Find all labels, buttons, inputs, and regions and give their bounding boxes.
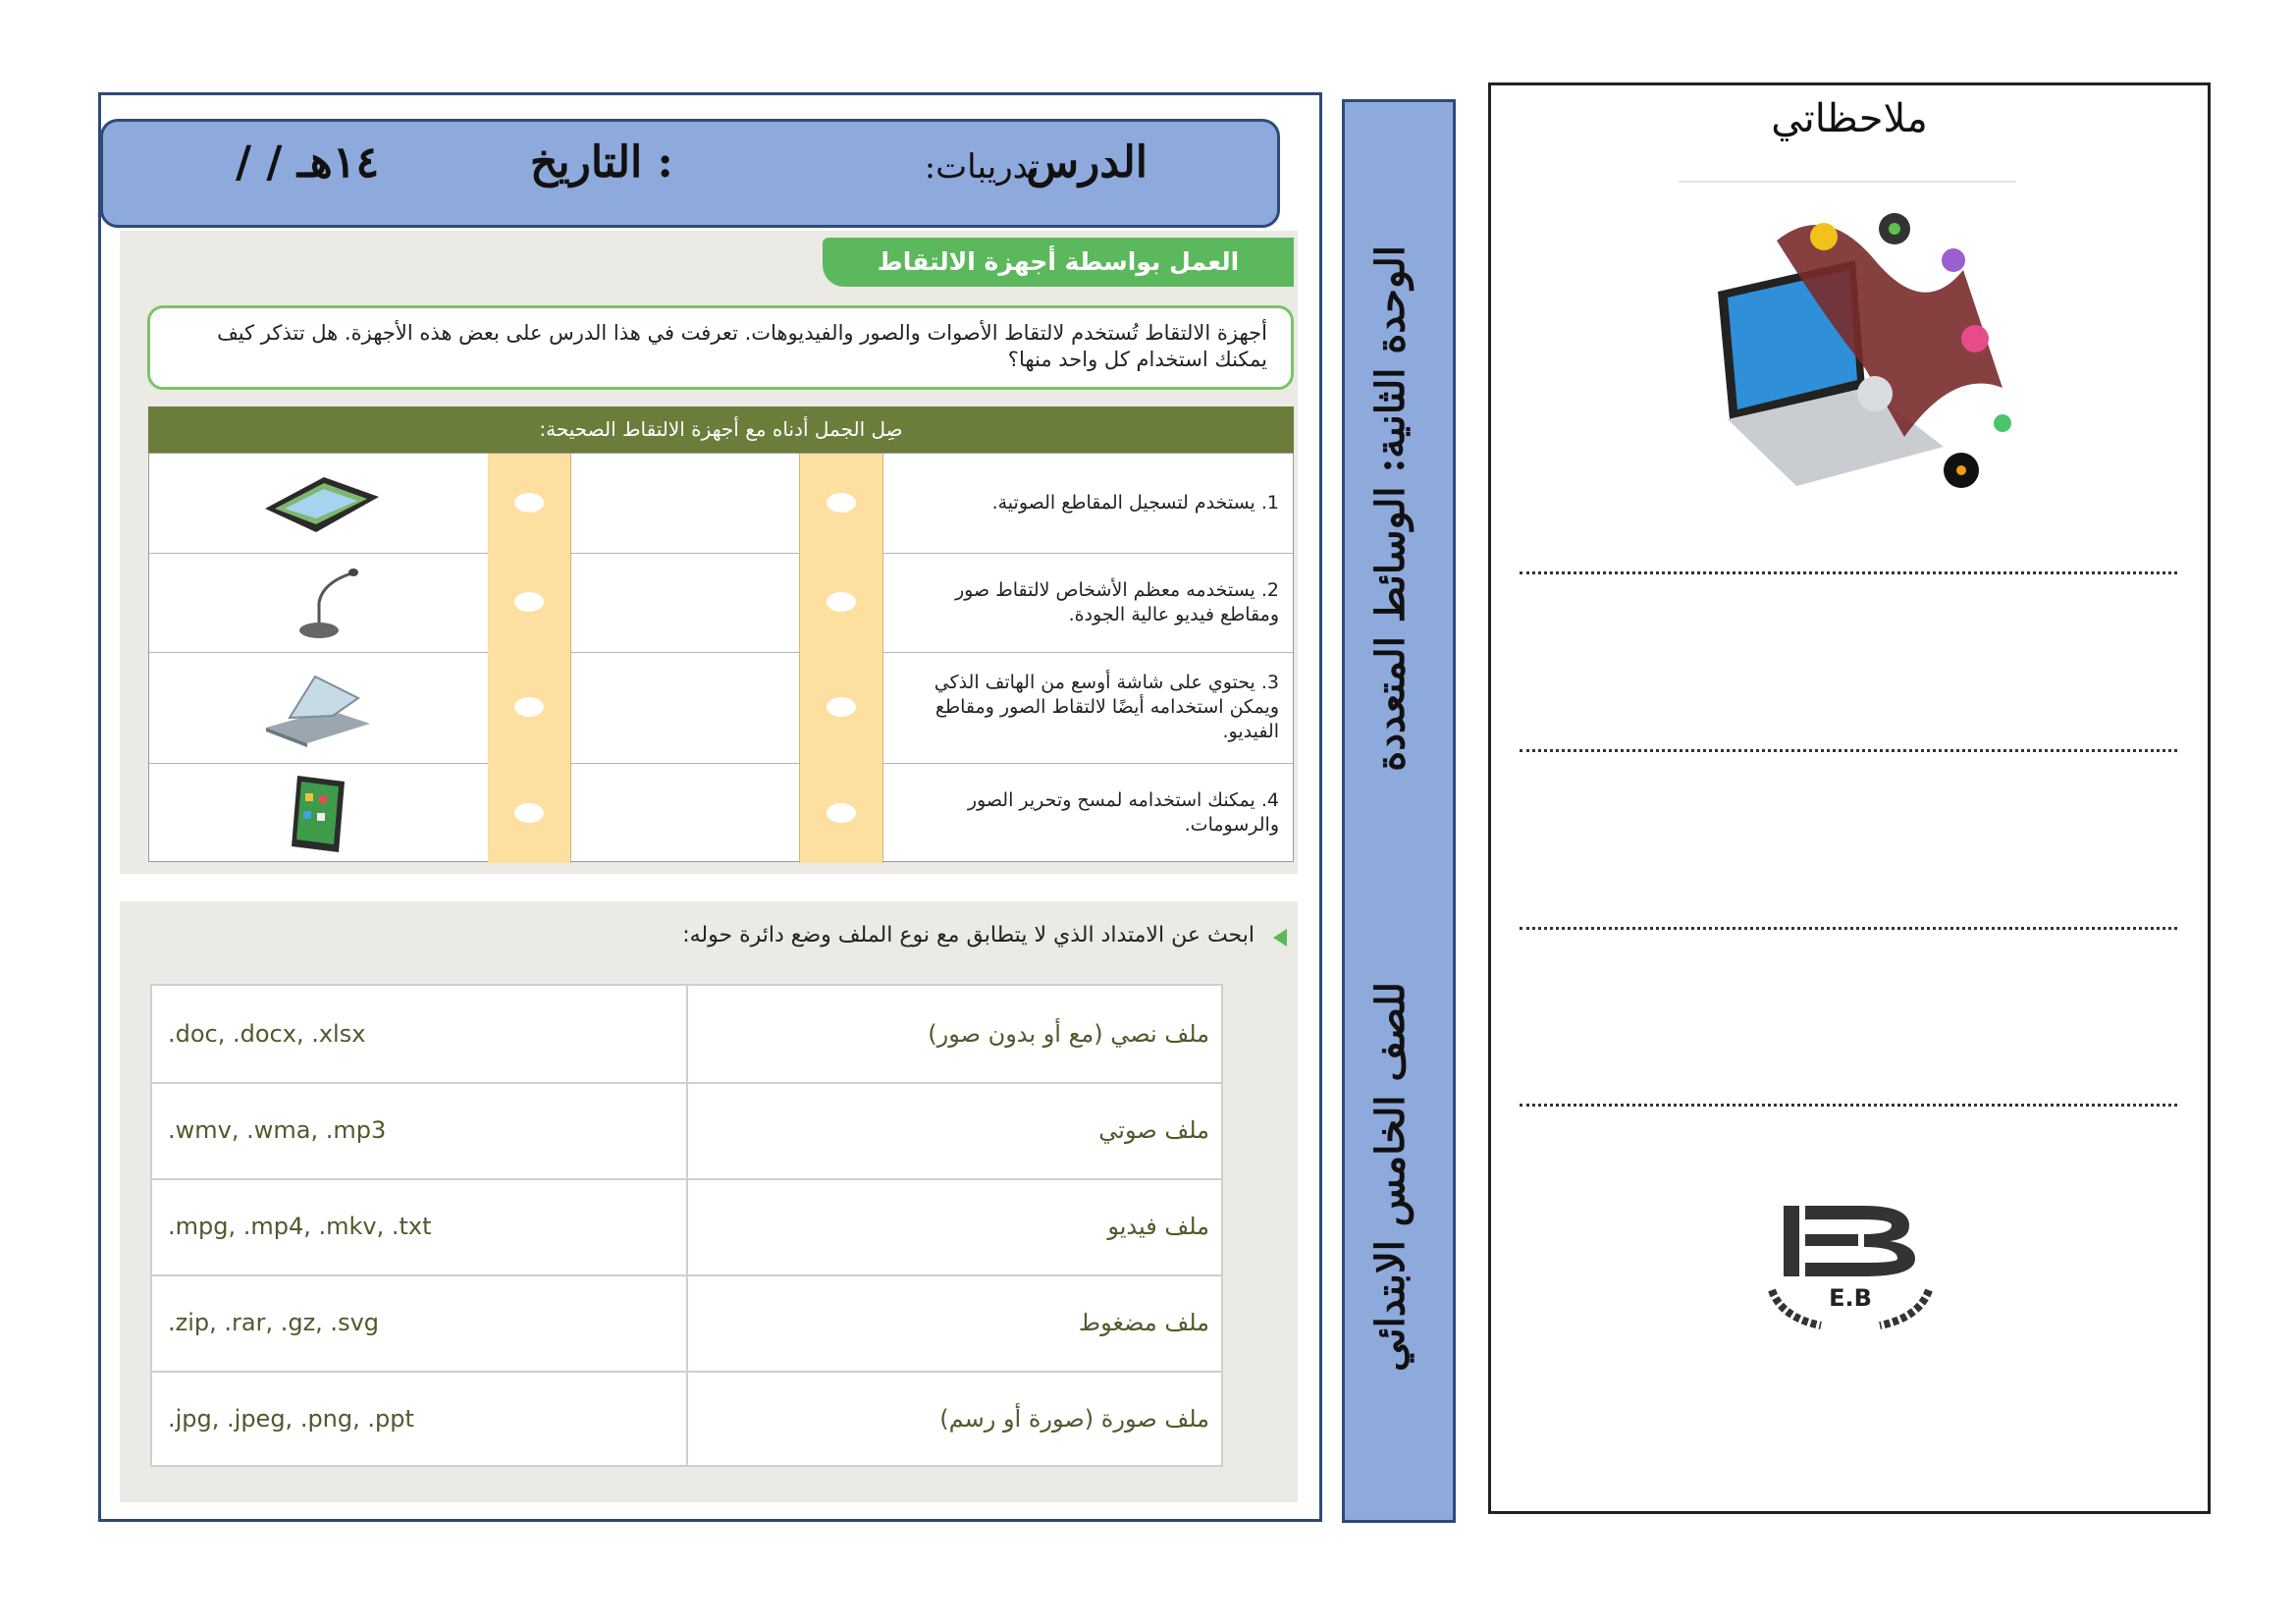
extension-cell[interactable]: .jpg, .jpeg, .png, .ppt [152,1371,688,1467]
extension-cell[interactable]: .wmv, .wma, .mp3 [152,1082,688,1178]
date-value: / / ١٤هـ [236,137,380,188]
notes-line[interactable] [1520,749,2177,752]
notes-title: ملاحظاتي [1771,96,1928,141]
match-column-right [799,652,883,763]
match-column-left [488,763,571,863]
matching-table [148,453,1294,862]
svg-text:E.B: E.B [1829,1284,1872,1312]
extension-cell[interactable]: .doc, .docx, .xlsx [152,986,688,1082]
match-column-right [799,553,883,652]
notes-separator [1679,181,2016,183]
match-dot[interactable] [827,493,856,513]
multimedia-illustration [1708,201,2022,510]
microphone-icon [149,553,489,652]
matching-table-header: صِل الجمل أدناه مع أجهزة الالتقاط الصحيحة: [148,406,1294,453]
notes-line[interactable] [1520,1104,2177,1107]
lesson-value: :تدريبات [924,147,1040,187]
extension-cell[interactable]: .zip, .rar, .gz, .svg [152,1274,688,1371]
match-column-left [488,454,571,553]
file-type-cell: ملف صوتي [1098,1116,1209,1144]
file-type-cell: ملف صورة (صورة أو رسم) [939,1405,1209,1433]
tablet-device-icon [149,454,489,553]
notes-line[interactable] [1520,927,2177,930]
file-type-cell: ملف نصي (مع أو بدون صور) [928,1020,1209,1048]
matching-row [149,454,1293,554]
matching-question: 2. يستخدمه معظم الأشخاص لالتقاط صور ومقاطع فيديو عالية الجودة. [955,578,1279,625]
table-row [152,1178,1221,1276]
matching-question: 3. يحتوي على شاشة أوسع من الهاتف الذكي ويمكن استخدامه أيضًا لالتقاط الصور ومقاطع الفيديو. [934,672,1279,742]
table-row [152,1274,1221,1373]
unit-title: الوحدة الثانية: الوسائط المتعددة [1367,245,1414,772]
bullet-arrow-icon [1273,929,1287,947]
table-row [152,986,1221,1084]
match-column-left [488,652,571,763]
lesson-label: الدرس [1026,137,1148,188]
match-column-right [799,454,883,553]
match-dot[interactable] [514,493,544,513]
match-dot[interactable] [827,592,856,612]
grade-title: للصف الخامس الابتدائي [1367,982,1414,1372]
file-type-cell: ملف فيديو [1107,1213,1209,1240]
matching-row [149,763,1293,863]
eb-logo [1762,1200,1939,1341]
matching-question: 1. يستخدم لتسجيل المقاطع الصوتية. [991,492,1279,514]
section1-title: العمل بواسطة أجهزة الالتقاط [823,238,1294,287]
file-type-cell: ملف مضغوط [1078,1309,1209,1336]
section2-question: ابحث عن الامتداد الذي لا يتطابق مع نوع الملف وضع دائرة حوله: [682,923,1255,947]
match-dot[interactable] [514,803,544,823]
matching-row [149,652,1293,764]
smartphone-icon [149,763,489,863]
matching-question: 4. يمكنك استخدامه لمسح وتحرير الصور والرسومات. [967,789,1279,836]
section1-intro: أجهزة الالتقاط تُستخدم لالتقاط الأصوات والصور والفيديوهات. تعرفت في هذا الدرس على بعض هذه الأجهزة. هل تتذكر كيف يمكنك استخدام كل واحد منها؟ [147,305,1294,390]
date-label: التاريخ : [530,137,673,188]
match-dot[interactable] [514,697,544,717]
match-dot[interactable] [827,697,856,717]
notes-line[interactable] [1520,571,2177,574]
match-column-left [488,553,571,652]
extension-cell[interactable]: .mpg, .mp4, .mkv, .txt [152,1178,688,1274]
match-column-right [799,763,883,863]
scanner-icon [149,652,489,763]
file-extension-table [150,984,1223,1467]
matching-row [149,553,1293,653]
match-dot[interactable] [827,803,856,823]
match-dot[interactable] [514,592,544,612]
table-row [152,1371,1221,1467]
table-row [152,1082,1221,1180]
